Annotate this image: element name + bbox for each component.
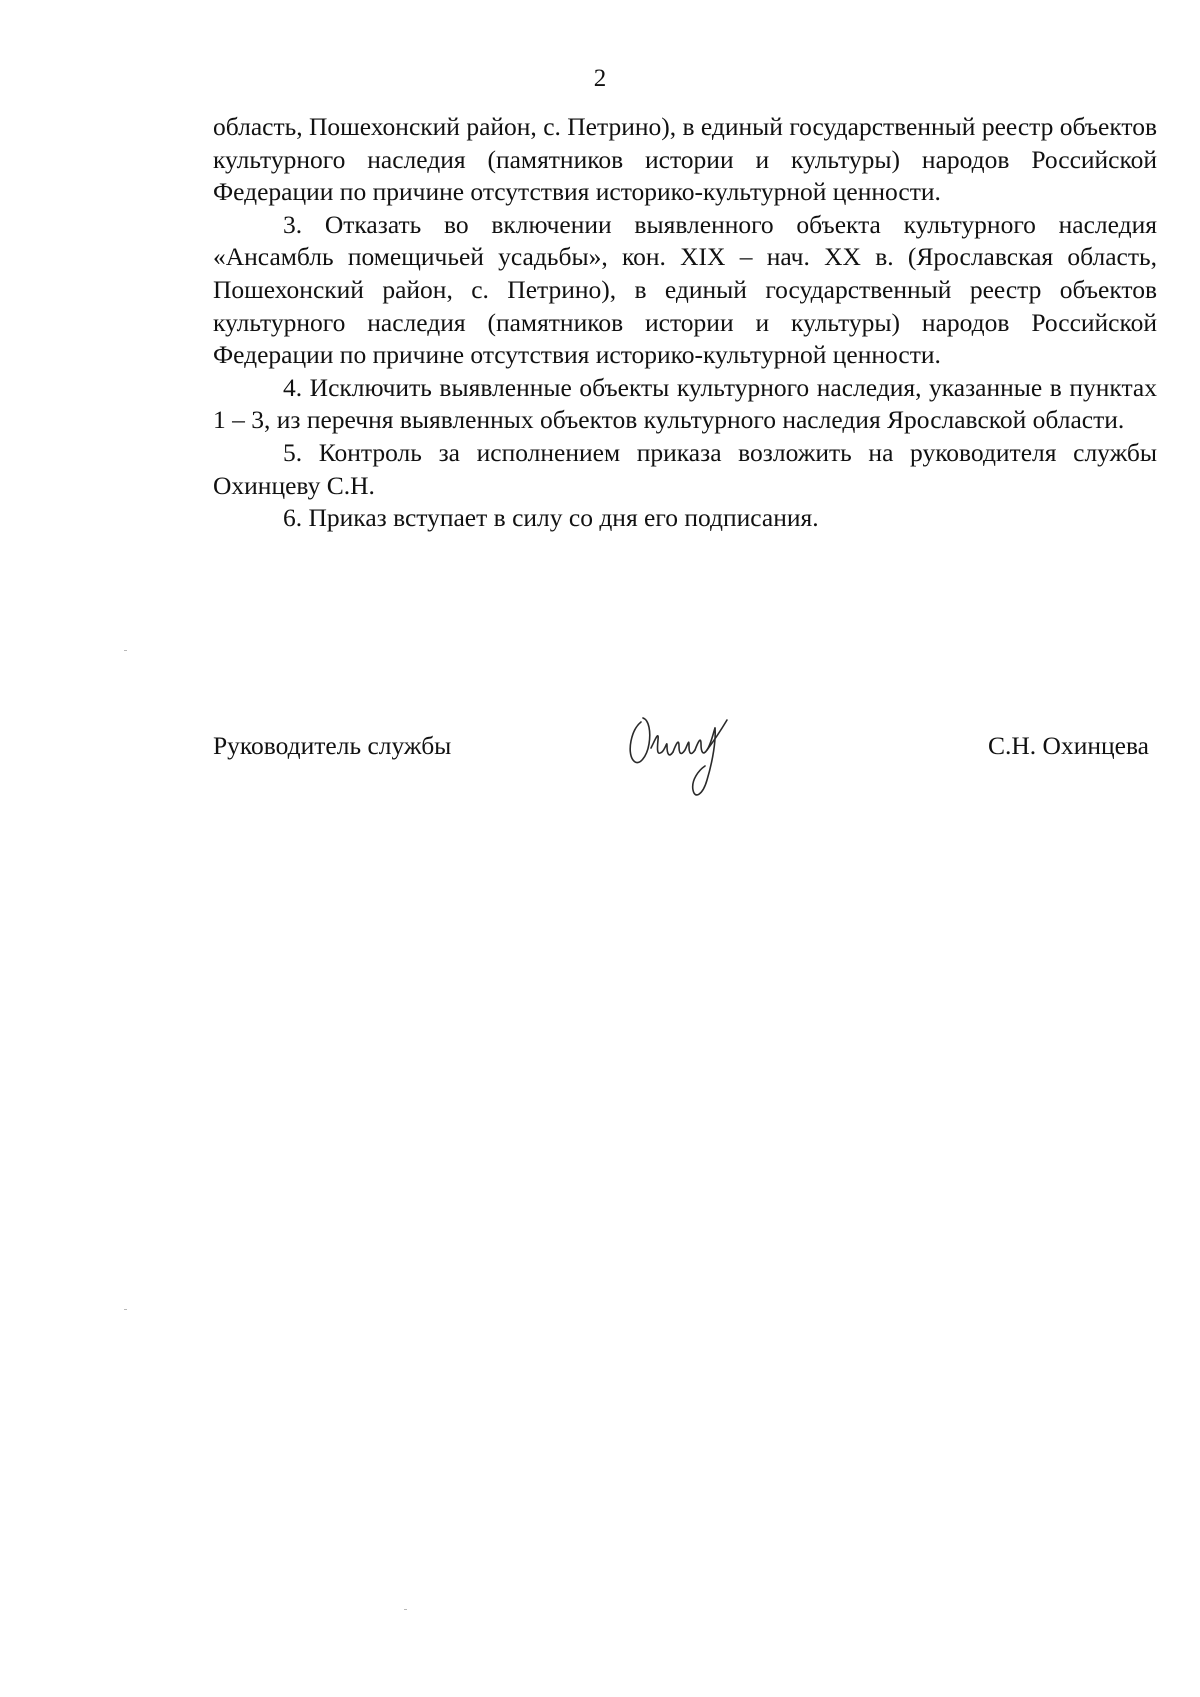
scan-speck — [124, 1309, 127, 1310]
scan-speck — [404, 1609, 407, 1610]
signatory-title: Руководитель службы — [213, 731, 452, 760]
paragraph-item-6: 6. Приказ вступает в силу со дня его подписания. — [283, 503, 819, 533]
page-number: 2 — [593, 65, 607, 92]
paragraph-item-5: 5. Контроль за исполнением приказа возложить на руководителя службы Охинцеву С.Н. — [213, 437, 1157, 500]
signatory-name: С.Н. Охинцева — [988, 731, 1149, 760]
signature-block — [213, 730, 1157, 810]
handwritten-signature-icon — [621, 700, 751, 805]
paragraph-item-4: 4. Исключить выявленные объекты культурного наследия, указанные в пунктах 1 – 3, из перечня выявленных объектов культурного наследия Ярославской области. — [213, 372, 1157, 435]
paragraph-item-3: 3. Отказать во включении выявленного объекта культурного наследия «Ансамбль помещичьей усадьбы», кон. XIX – нач. XX в. (Ярославская область, Пошехонский район, с. Петрино), в единый государственный реестр объектов культурного наследия (памятников истории и культуры) народов Российской Федерации по причине отсутствия историко-культурной ценности. — [213, 209, 1157, 370]
scan-speck — [124, 650, 127, 651]
paragraph-continuation: область, Пошехонский район, с. Петрино), в единый государственный реестр объектов культурного наследия (памятников истории и культуры) народов Российской Федерации по причине отсутствия историко-культурной ценности. — [213, 112, 1157, 207]
order-body — [213, 111, 1157, 535]
